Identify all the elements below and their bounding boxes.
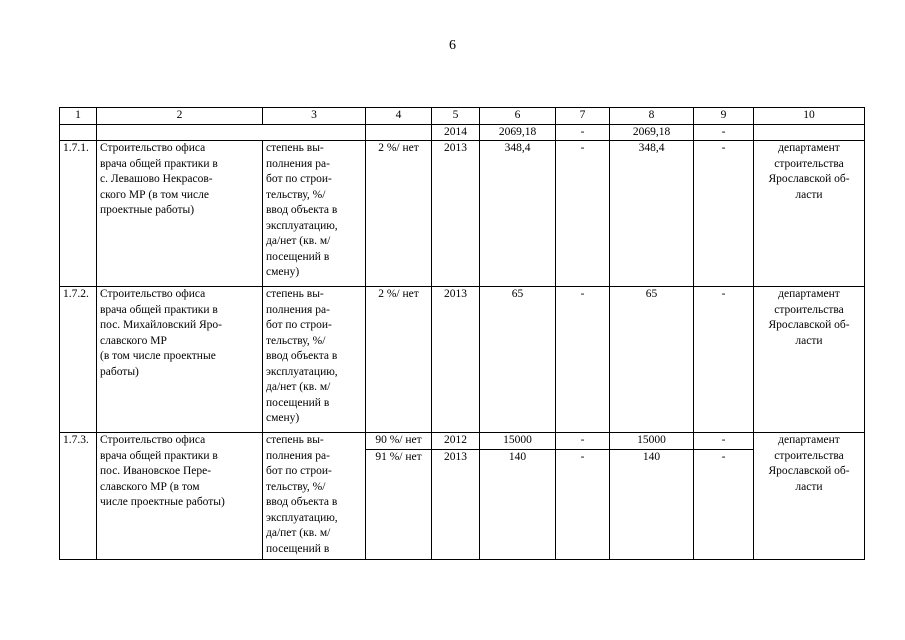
indicator (263, 287, 366, 433)
text-line: тельству, %/ (266, 188, 326, 201)
column-header: 5 (432, 108, 480, 125)
continuation-row (60, 124, 865, 141)
text-line: с. Левашово Некрасов- (100, 173, 213, 185)
budget-cell: 140 (610, 450, 694, 560)
text-line: да/нет (кв. м/ (266, 381, 331, 393)
measure-name (97, 433, 263, 560)
text-line: бот по строи- (266, 465, 332, 477)
budget-cell: - (694, 141, 754, 287)
budget-cell: - (694, 287, 754, 433)
text-line: ввод объекта в (266, 350, 338, 362)
text-line: ввод объекта в (266, 496, 338, 508)
empty-cell (366, 124, 432, 141)
budget-cell: - (694, 450, 754, 560)
column-header: 9 (694, 108, 754, 125)
budget-cell: - (556, 287, 610, 433)
text-line: посещений в (266, 396, 330, 409)
total-cell: 348,4 (480, 141, 556, 287)
text-line: Строительство офиса (100, 434, 206, 446)
text-line: полнения ра- (266, 449, 330, 462)
text-line: эксплуатацию, (266, 511, 338, 524)
text-line: пос. Михайловский Яро- (100, 319, 223, 331)
text-line: да/пет (кв. м/ (266, 527, 331, 539)
text-line: славского МР (100, 334, 167, 347)
table-row (60, 287, 865, 433)
empty-cell (754, 124, 865, 141)
text-line: бот по строи- (266, 173, 332, 185)
column-header: 7 (556, 108, 610, 125)
text-line: смену) (266, 266, 300, 278)
text-line: степень вы- (266, 434, 324, 446)
budget-cell: - (556, 124, 610, 141)
text-line: полнения ра- (266, 157, 330, 170)
budget-cell: 15000 (610, 433, 694, 450)
text-line: Ярославской об- (768, 319, 850, 331)
executor (754, 287, 865, 433)
budget-cell: - (556, 433, 610, 450)
column-header: 1 (60, 108, 97, 125)
text-line: степень вы- (266, 288, 324, 300)
text-line: бот по строи- (266, 319, 332, 331)
column-header: 8 (610, 108, 694, 125)
table-row (60, 141, 865, 287)
budget-cell: - (694, 433, 754, 450)
text-line: да/нет (кв. м/ (266, 235, 331, 247)
text-line: славского МР (в том (100, 480, 200, 493)
text-line: врача общей практики в (100, 303, 218, 316)
target-value: 2 %/ нет (366, 287, 432, 433)
text-line: работы) (100, 365, 139, 378)
text-line: ласти (795, 334, 823, 347)
text-line: числе проектные работы) (100, 496, 225, 508)
text-line: Ярославской об- (768, 173, 850, 185)
text-line: тельству, %/ (266, 334, 326, 347)
total-cell: 140 (480, 450, 556, 560)
text-line: Ярославской об- (768, 465, 850, 477)
column-header: 6 (480, 108, 556, 125)
column-header: 4 (366, 108, 432, 125)
executor (754, 141, 865, 287)
text-line: эксплуатацию, (266, 365, 338, 378)
total-cell: 15000 (480, 433, 556, 450)
target-value: 2 %/ нет (366, 141, 432, 287)
budget-cell: - (556, 141, 610, 287)
table-header-row (60, 108, 865, 125)
text-line: врача общей практики в (100, 449, 218, 462)
table-row (60, 433, 865, 450)
budget-cell: - (556, 450, 610, 560)
row-number: 1.7.1. (60, 141, 97, 287)
budget-cell: 348,4 (610, 141, 694, 287)
page-number: 6 (449, 38, 456, 53)
text-line: полнения ра- (266, 303, 330, 316)
text-line: ласти (795, 188, 823, 201)
year-cell: 2013 (432, 141, 480, 287)
text-line: ского МР (в том числе (100, 188, 209, 201)
empty-cell (60, 124, 97, 141)
text-line: строительства (774, 303, 844, 316)
text-line: Строительство офиса (100, 288, 206, 300)
year-cell: 2013 (432, 287, 480, 433)
text-line: эксплуатацию, (266, 219, 338, 232)
budget-cell: 65 (610, 287, 694, 433)
text-line: ласти (795, 480, 823, 493)
measure-name (97, 287, 263, 433)
program-table (59, 107, 865, 560)
year-cell: 2012 (432, 433, 480, 450)
text-line: строительства (774, 449, 844, 462)
empty-cell (97, 124, 366, 141)
text-line: пос. Ивановское Пере- (100, 465, 212, 477)
row-number: 1.7.3. (60, 433, 97, 560)
indicator (263, 141, 366, 287)
text-line: ввод объекта в (266, 204, 338, 216)
text-line: департамент (778, 434, 840, 446)
text-line: Строительство офиса (100, 142, 206, 154)
budget-cell: - (694, 124, 754, 141)
text-line: (в том числе проектные (100, 350, 216, 362)
text-line: врача общей практики в (100, 157, 218, 170)
text-line: посещений в (266, 250, 330, 263)
total-cell: 65 (480, 287, 556, 433)
text-line: степень вы- (266, 142, 324, 154)
target-value: 91 %/ нет (366, 450, 432, 560)
column-header: 10 (754, 108, 865, 125)
year-cell: 2014 (432, 124, 480, 141)
text-line: посещений в (266, 542, 330, 555)
row-number: 1.7.2. (60, 287, 97, 433)
indicator (263, 433, 366, 560)
total-cell: 2069,18 (480, 124, 556, 141)
text-line: департамент (778, 142, 840, 154)
year-cell: 2013 (432, 450, 480, 560)
executor (754, 433, 865, 560)
column-header: 3 (263, 108, 366, 125)
measure-name (97, 141, 263, 287)
text-line: строительства (774, 157, 844, 170)
column-header: 2 (97, 108, 263, 125)
budget-cell: 2069,18 (610, 124, 694, 141)
text-line: департамент (778, 288, 840, 300)
text-line: тельству, %/ (266, 480, 326, 493)
text-line: проектные работы) (100, 204, 195, 216)
target-value: 90 %/ нет (366, 433, 432, 450)
text-line: смену) (266, 412, 300, 424)
